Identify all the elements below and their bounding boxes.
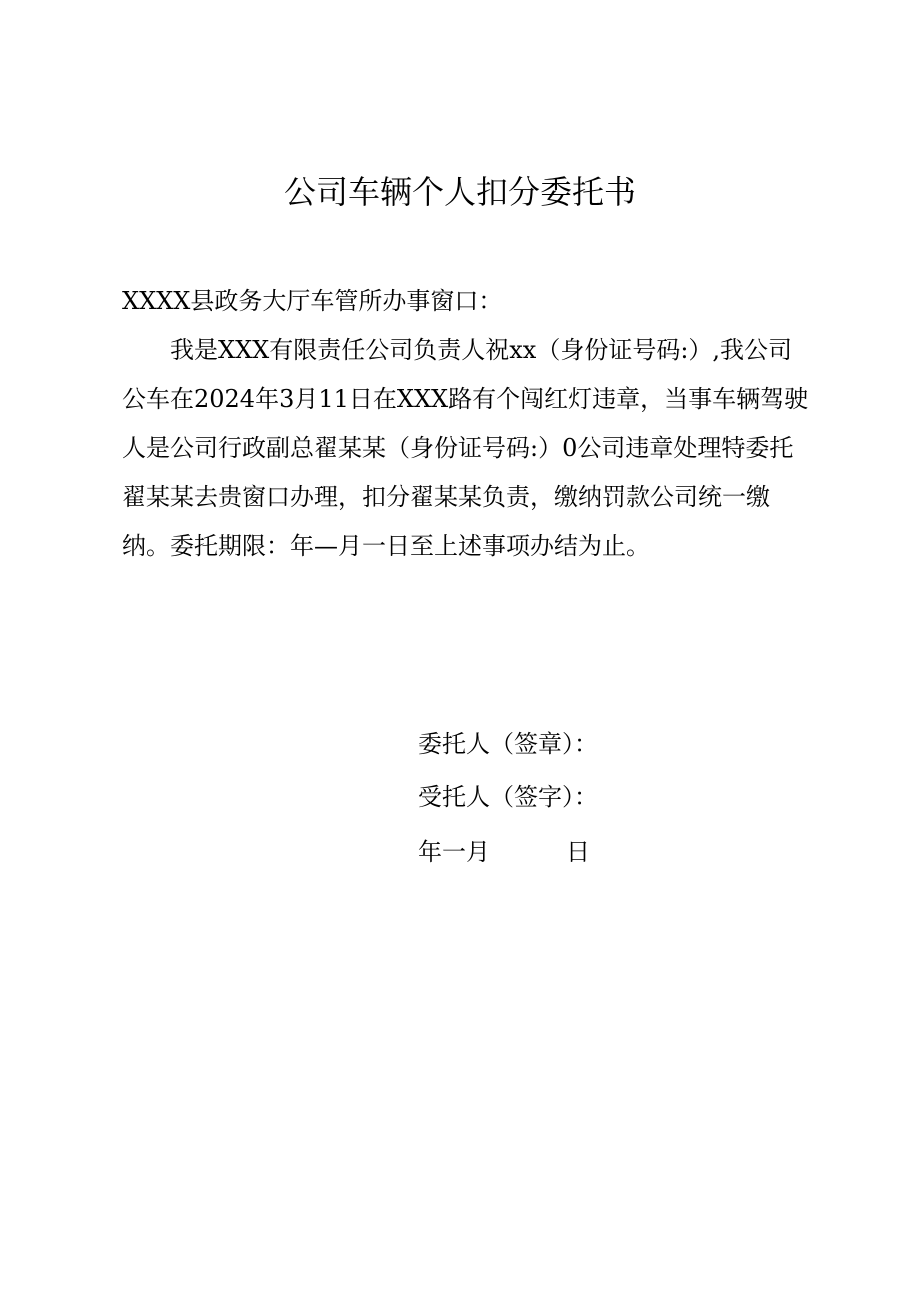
date-day: 日 xyxy=(566,838,590,866)
date-year-month: 年一月 xyxy=(418,838,490,866)
principal-signature-label: 委托人（签章）： xyxy=(418,730,598,758)
agent-signature-label: 受托人（签字）： xyxy=(418,783,598,811)
body-paragraph-main: 我是XXX有限责任公司负责人祝xx（身份证号码:）,我公司公车在2024年3月11日在XXX路有个闯红灯违章，当事车辆驾驶人是公司行政副总翟某某（身份证号码:）0公司违章处理特委托翟某某去贵窗口办理，扣分翟某某负责，缴纳罚款公司统一缴纳。 xyxy=(122,336,809,560)
addressee-line: XXXX县政务大厅车管所办事窗口： xyxy=(122,287,503,315)
document-title: 公司车辆个人扣分委托书 xyxy=(283,173,636,211)
body-paragraph-term: 委托期限：年—月一日至上述事项办结为止。 xyxy=(170,532,650,560)
